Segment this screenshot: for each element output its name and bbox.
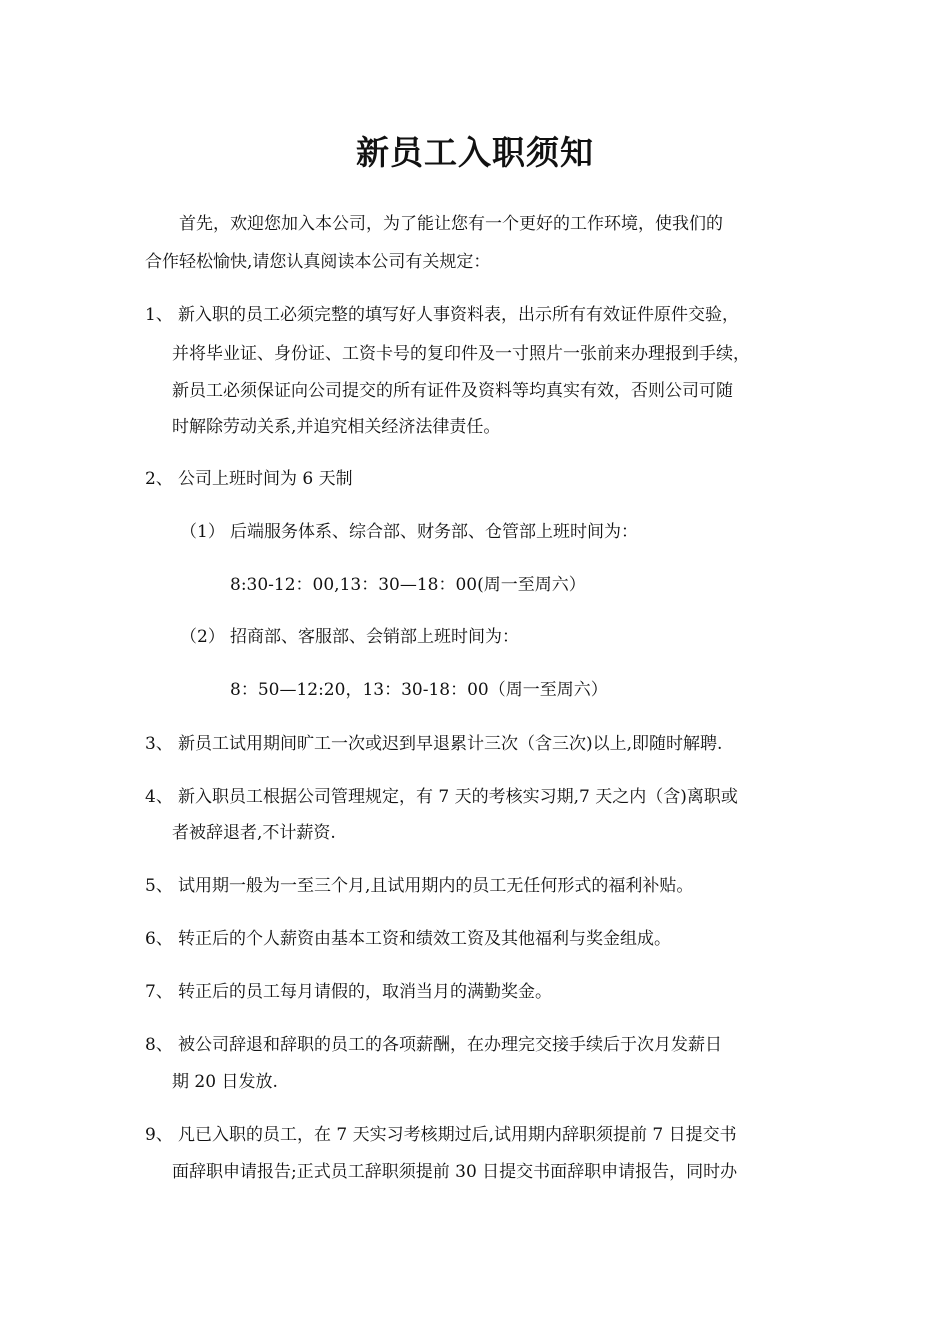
subitem-text: 招商部、客服部、会销部上班时间为： [230,627,519,647]
item-text: 时解除劳动关系,并追究相关经济法律责任。 [172,417,501,437]
item-text: 面辞职申请报告;正式员工辞职须提前 30 日提交书面辞职申请报告，同时办 [172,1162,738,1182]
item-text: 凡已入职的员工，在 7 天实习考核期过后,试用期内辞职须提前 7 日提交书 [178,1125,737,1145]
item-text: 并将毕业证、身份证、工资卡号的复印件及一寸照片一张前来办理报到手续， [172,344,750,364]
item-number: 2、 [145,469,173,489]
item-number: 8、 [145,1035,173,1055]
subitem-number: （2） [180,627,225,647]
item-number: 1、 [145,305,173,325]
item-text: 试用期一般为一至三个月,且试用期内的员工无任何形式的福利补贴。 [178,876,694,896]
item-number: 6、 [145,929,173,949]
item-number: 9、 [145,1125,173,1145]
item-text: 者被辞退者,不计薪资. [172,823,336,843]
document-title: 新员工入职须知 [356,133,594,172]
intro-line: 合作轻松愉快,请您认真阅读本公司有关规定： [145,252,491,272]
item-number: 7、 [145,982,173,1002]
subitem-time: 8：50—12:20，13：30-18：00（周一至周六） [230,680,608,700]
item-text: 新入职员工根据公司管理规定，有 7 天的考核实习期,7 天之内（含)离职或 [178,787,738,807]
item-text: 转正后的员工每月请假的，取消当月的满勤奖金。 [178,982,552,1002]
item-text: 新员工试用期间旷工一次或迟到早退累计三次（含三次)以上,即随时解聘. [178,734,723,754]
item-text: 新入职的员工必须完整的填写好人事资料表，出示所有有效证件原件交验， [178,305,739,325]
item-text: 期 20 日发放. [172,1072,278,1092]
item-text: 公司上班时间为 6 天制 [178,469,353,489]
item-text: 转正后的个人薪资由基本工资和绩效工资及其他福利与奖金组成。 [178,929,671,949]
item-text: 新员工必须保证向公司提交的所有证件及资料等均真实有效，否则公司可随 [172,381,733,401]
item-number: 3、 [145,734,173,754]
subitem-time: 8:30-12：00,13：30—18：00(周一至周六） [230,575,586,595]
item-number: 5、 [145,876,173,896]
intro-line: 首先，欢迎您加入本公司，为了能让您有一个更好的工作环境，使我们的 [179,214,723,234]
item-text: 被公司辞退和辞职的员工的各项薪酬，在办理完交接手续后于次月发薪日 [178,1035,722,1055]
subitem-number: （1） [180,522,225,542]
item-number: 4、 [145,787,173,807]
subitem-text: 后端服务体系、综合部、财务部、仓管部上班时间为： [230,522,638,542]
